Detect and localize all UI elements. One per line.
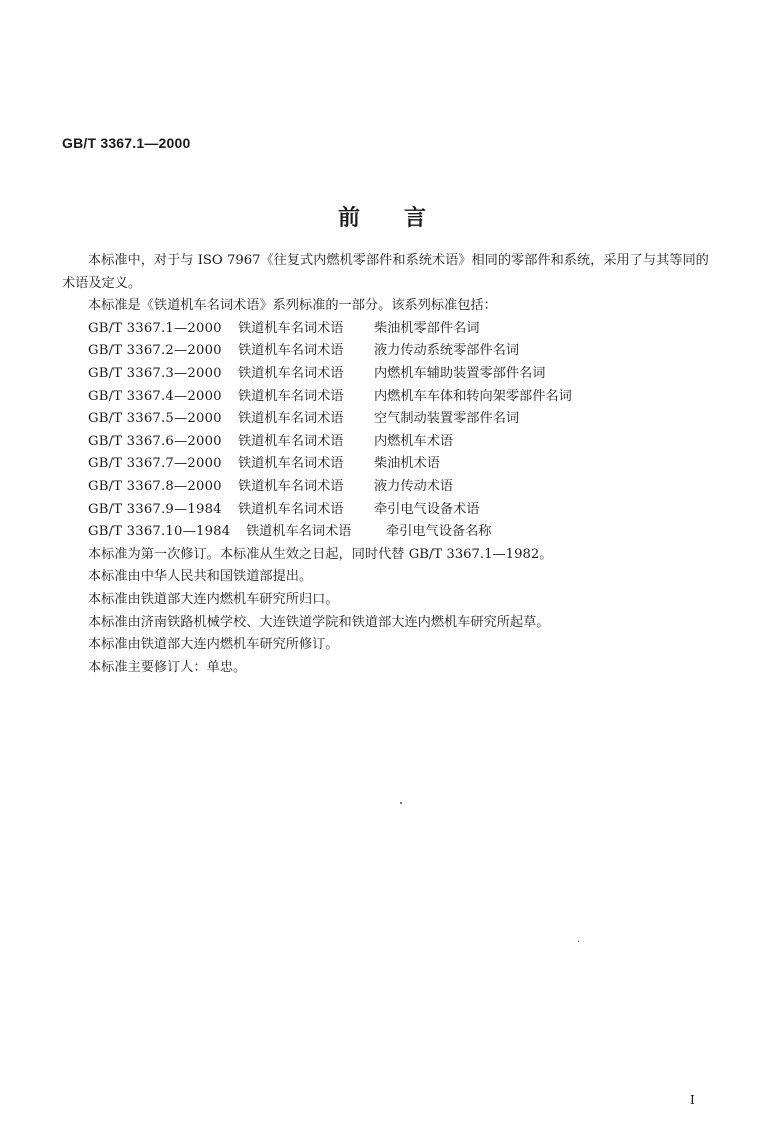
list-item — [62, 340, 722, 363]
part-title: 空气制动装置零部件名词 — [374, 411, 520, 427]
scan-speck — [400, 802, 402, 804]
standard-number: GB/T 3367.6—2000 — [88, 433, 222, 449]
standard-number: GB/T 3367.8—2000 — [88, 478, 222, 494]
proposer-note: 本标准由中华人民共和国铁道部提出。 — [88, 569, 313, 585]
series-title: 铁道机车名词术语 — [238, 456, 344, 472]
title-char-1: 前 — [337, 205, 360, 231]
series-title: 铁道机车名词术语 — [238, 320, 344, 336]
list-item — [62, 318, 722, 341]
series-title: 铁道机车名词术语 — [238, 365, 344, 381]
part-title: 牵引电气设备名称 — [386, 524, 492, 540]
list-item — [62, 431, 722, 454]
list-item — [62, 521, 722, 544]
standard-number: GB/T 3367.10—1984 — [88, 524, 231, 540]
part-title: 牵引电气设备术语 — [374, 501, 480, 517]
part-title: 柴油机术语 — [374, 456, 440, 472]
standard-number: GB/T 3367.2—2000 — [88, 343, 222, 359]
series-title: 铁道机车名词术语 — [238, 411, 344, 427]
list-item — [62, 476, 722, 499]
part-title: 柴油机零部件名词 — [374, 320, 480, 336]
drafters-note: 本标准由济南铁路机械学校、大连铁道学院和铁道部大连内燃机车研究所起草。 — [88, 614, 550, 630]
series-title: 铁道机车名词术语 — [238, 343, 344, 359]
list-item — [62, 499, 722, 522]
standard-code: GB/T 3367.1—2000 — [62, 135, 191, 151]
scan-speck — [578, 941, 579, 942]
standard-number: GB/T 3367.1—2000 — [88, 320, 222, 336]
standard-number: GB/T 3367.9—1984 — [88, 501, 222, 517]
part-title: 内燃机车辅助装置零部件名词 — [374, 365, 546, 381]
series-title: 铁道机车名词术语 — [238, 433, 344, 449]
page-number: I — [690, 1093, 695, 1107]
series-intro-paragraph: 本标准是《铁道机车名词术语》系列标准的一部分。该系列标准包括： — [88, 298, 497, 314]
list-item — [62, 408, 722, 431]
series-title: 铁道机车名词术语 — [238, 388, 344, 404]
series-title: 铁道机车名词术语 — [238, 478, 344, 494]
list-item — [62, 363, 722, 386]
part-title: 内燃机车术语 — [374, 433, 454, 449]
revision-note: 本标准为第一次修订。本标准从生效之日起，同时代替 GB/T 3367.1—1982。 — [88, 546, 553, 562]
series-title: 铁道机车名词术语 — [238, 501, 344, 517]
series-title: 铁道机车名词术语 — [246, 524, 352, 540]
page-title — [0, 201, 764, 232]
standard-number: GB/T 3367.5—2000 — [88, 411, 222, 427]
part-title: 内燃机车车体和转向架零部件名词 — [374, 388, 572, 404]
list-item — [62, 453, 722, 476]
part-title: 液力传动系统零部件名词 — [374, 343, 520, 359]
standard-number: GB/T 3367.3—2000 — [88, 365, 222, 381]
part-title: 液力传动术语 — [374, 478, 454, 494]
foreword-body — [62, 250, 722, 679]
title-char-2: 言 — [404, 205, 427, 231]
series-standard-list — [62, 318, 722, 544]
custodian-note: 本标准由铁道部大连内燃机车研究所归口。 — [88, 591, 339, 607]
reviser-note: 本标准由铁道部大连内燃机车研究所修订。 — [88, 637, 339, 653]
standard-number: GB/T 3367.7—2000 — [88, 456, 222, 472]
author-note: 本标准主要修订人：单忠。 — [88, 659, 247, 675]
list-item — [62, 386, 722, 409]
standard-number: GB/T 3367.4—2000 — [88, 388, 222, 404]
intro-paragraph: 本标准中，对于与 ISO 7967《往复式内燃机零部件和系统术语》相同的零部件和系统，采用了与其等同的术语及定义。 — [62, 253, 709, 291]
